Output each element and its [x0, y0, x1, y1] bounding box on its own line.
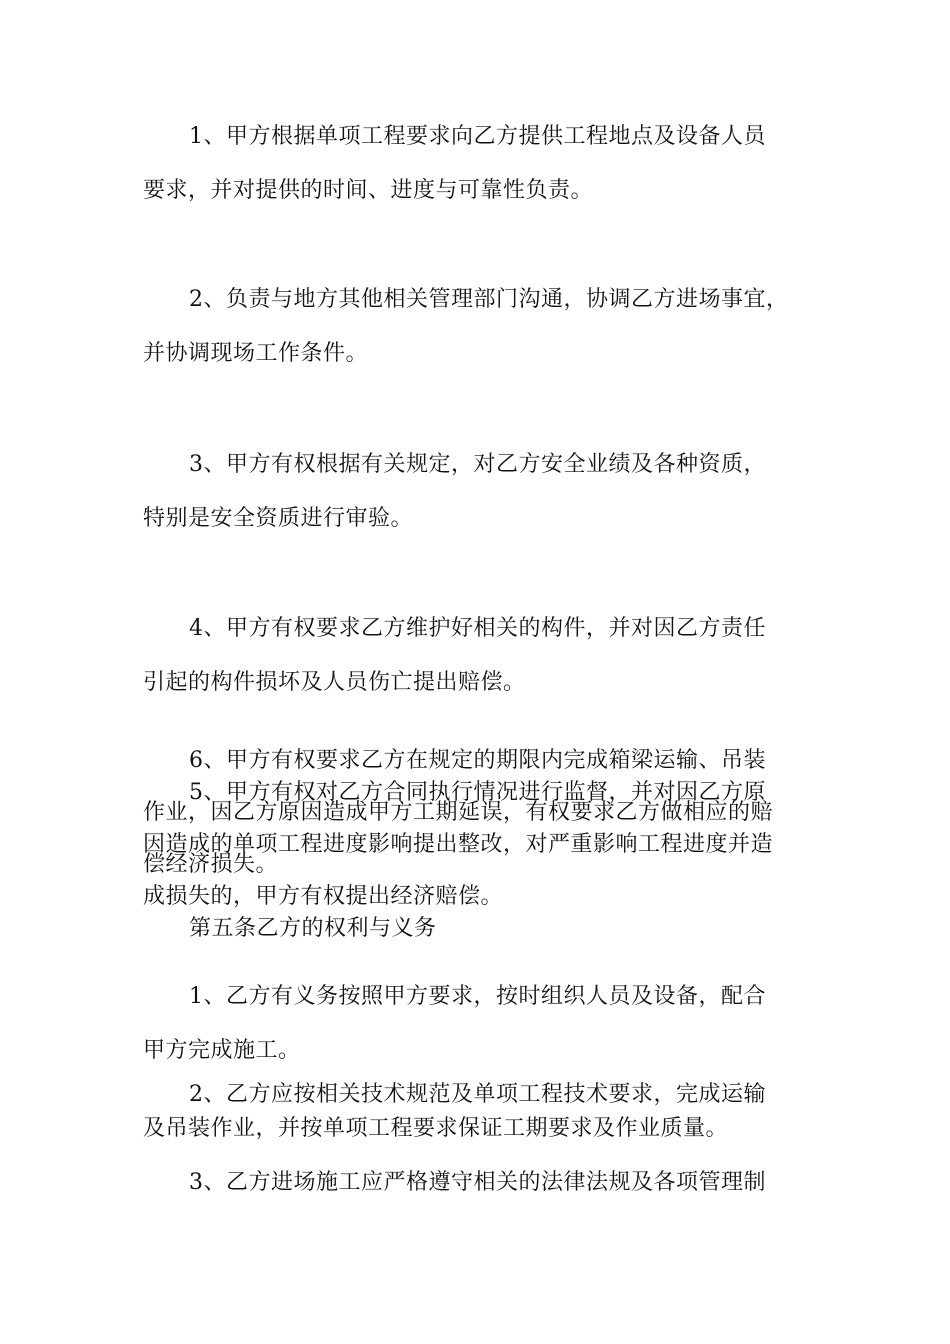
text-line: 及吊装作业，并按单项工程要求保证工期要求及作业质量。 [143, 1116, 729, 1141]
paragraph-party-a-1 [143, 110, 823, 218]
section-heading-article-5 [143, 903, 823, 955]
text-line: 成损失的，甲方有权提出经济赔偿。 [143, 884, 504, 909]
text-line: 特别是安全资质进行审验。 [143, 506, 414, 531]
text-line: 3、甲方有权根据有关规定，对乙方安全业绩及各种资质， [189, 452, 766, 477]
text-line: 偿经济损失。 [143, 852, 279, 877]
text-line: 甲方完成施工。 [143, 1038, 301, 1063]
text-line: 1、乙方有义务按照甲方要求，按时组织人员及设备，配合 [189, 984, 766, 1009]
paragraph-party-a-3 [143, 438, 823, 546]
text-line: 因造成的单项工程进度影响提出整改，对严重影响工程进度并造 [143, 832, 774, 857]
text-line: 1、甲方根据单项工程要求向乙方提供工程地点及设备人员 [189, 124, 766, 149]
paragraph-party-b-2 [143, 1078, 823, 1146]
text-line: 2、乙方应按相关技术规范及单项工程技术要求，完成运输 [189, 1082, 766, 1107]
text-line: 作业，因乙方原因造成甲方工期延误，有权要求乙方做相应的赔 [143, 800, 774, 825]
section-title: 第五条乙方的权利与义务 [189, 916, 437, 941]
text-line: 2、负责与地方其他相关管理部门沟通，协调乙方进场事宜， [189, 287, 789, 312]
text-line: 引起的构件损坏及人员伤亡提出赔偿。 [143, 670, 526, 695]
paragraph-party-a-2 [143, 273, 823, 381]
text-line: 并协调现场工作条件。 [143, 341, 369, 366]
text-line: 4、甲方有权要求乙方维护好相关的构件，并对因乙方责任 [189, 616, 766, 641]
text-line: 5、甲方有权对乙方合同执行情况进行监督，并对因乙方原 [189, 780, 766, 805]
text-line: 3、乙方进场施工应严格遵守相关的法律法规及各项管理制 [189, 1170, 766, 1195]
paragraph-party-a-6-main [143, 735, 823, 891]
text-line: 6、甲方有权要求乙方在规定的期限内完成箱梁运输、吊装 [189, 748, 766, 773]
paragraph-party-b-3 [143, 1157, 823, 1209]
text-line: 要求，并对提供的时间、进度与可靠性负责。 [143, 178, 594, 203]
paragraph-party-b-1 [143, 970, 823, 1078]
paragraph-party-a-4 [143, 602, 823, 710]
